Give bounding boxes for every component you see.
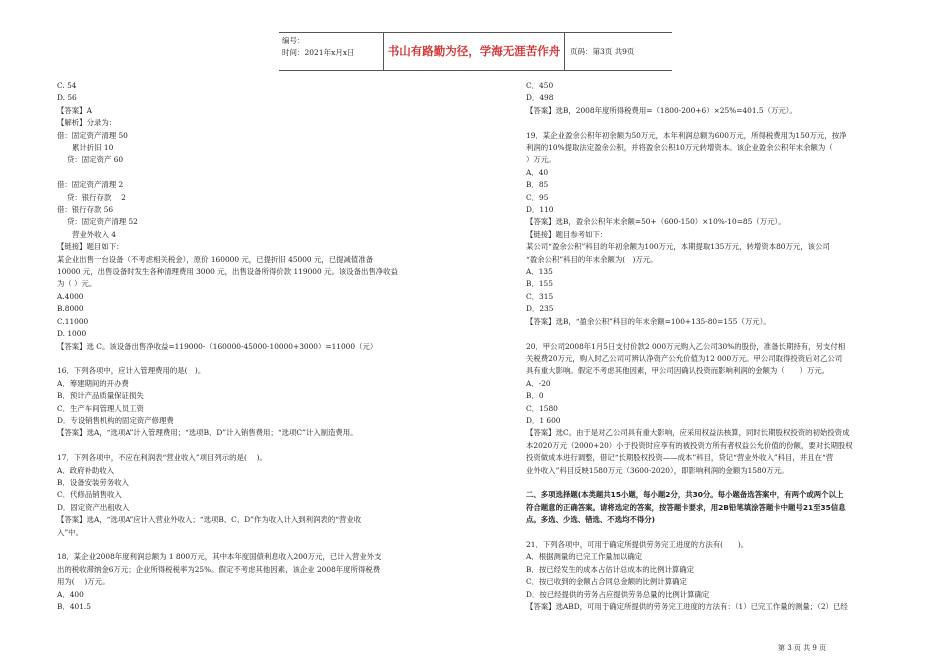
left-column — [57, 80, 442, 613]
text-line: 借：银行存款 56 — [57, 205, 114, 215]
right-column — [526, 80, 916, 613]
text-line: A．政府补助收入 — [57, 465, 115, 475]
text-line: C.11000 — [57, 316, 89, 326]
text-line: C．315 — [526, 291, 554, 301]
section-heading: 二、多项选择题(本类题共15小题，每小题2分，共30分。每小题备选答案中，有两个或两个以上 — [526, 490, 844, 500]
text-line: 17．下列各项中，不应在利润表“营业收入”项目列示的是( )。 — [57, 453, 267, 463]
text-line: 营业外收入 4 — [72, 229, 117, 239]
text-line: D．按已经提供的劳务占应提供劳务总量的比例计算确定 — [526, 589, 710, 599]
text-line: A．135 — [526, 267, 553, 277]
blank-line — [526, 477, 916, 489]
text-line: 贷：银行存款 2 — [67, 192, 126, 202]
text-line: 21．下列各项中，可用于确定所提供劳务完工进度的方法有( )。 — [526, 539, 749, 549]
blank-line — [57, 167, 442, 179]
text-line: A．-20 — [526, 378, 551, 388]
text-line: 借：固定资产清理 2 — [57, 180, 124, 190]
text-line: 【链接】题目参考如下： — [526, 229, 608, 239]
text-line: 【答案】选B，盈余公积年末余额=50+（600-150）×10%-10=85（万元）。 — [526, 217, 786, 227]
text-line: 【答案】选A，“选项A”计入管理费用；“选项B、D”计入销售费用；“选项C”计入制造费用。 — [57, 428, 358, 438]
section-heading: 符合题意的正确答案。请将选定的答案，按答题卡要求，用2B铅笔填涂答题卡中题号21至35信息 — [526, 502, 846, 512]
header-page: 页码：第3页 共9页 — [570, 47, 635, 56]
section-heading: 点。多选、少选、错选、不选均不得分) — [526, 515, 656, 525]
page-header — [279, 32, 672, 71]
text-line: D. 1000 — [57, 329, 87, 339]
text-line: B．0 — [526, 391, 544, 401]
text-line: 利润的10%提取法定盈余公积，并将盈余公积10万元转增资本。该企业盈余公积年末余额为（ — [526, 143, 833, 153]
text-line: 入”中。 — [57, 527, 83, 537]
blank-line — [526, 527, 916, 539]
text-line: C．1580 — [526, 403, 558, 413]
header-time: 时间：2021年x月x日 — [282, 48, 355, 57]
text-line: 【答案】选B，2008年度所得税费用=（1800-200+6）×25%=401.5（万元）。 — [526, 105, 797, 115]
text-line: C．代修品销售收入 — [57, 490, 122, 500]
text-line: 本2020万元（2000+20）小于投资时应享有的被投资方所有者权益公允价值的份额，要对长期股权 — [526, 440, 853, 450]
text-line: 19．某企业盈余公积年初余额为50万元，本年利润总额为600万元，所得税费用为150万元，按净 — [526, 130, 847, 140]
blank-line — [526, 328, 916, 340]
text-line: 【答案】选C。由于是对乙公司具有重大影响，应采用权益法核算，同时长期股权投资的初始投资成 — [526, 428, 850, 438]
text-line: “盈余公积”科目的年末余额为( )万元。 — [526, 254, 658, 264]
text-line: 【答案】选B，“盈余公积”科目的年末余额=100+135-80=155（万元）。 — [526, 316, 771, 326]
text-line: 20．甲公司2008年1月5日支付价款2 000万元购入乙公司30%的股份，准备长期持有，另支付相 — [526, 341, 846, 351]
header-motto: 书山有路勤为径，学海无涯苦作舟 — [384, 33, 565, 70]
text-line: 10000 元，出售设备时发生各种清理费用 3000 元，出售设备所得价款 119000 元。该设备出售净收益 — [57, 267, 398, 277]
text-line: 18．某企业2008年度利润总额为 1 800万元，其中本年度国债利息收入200万元，已计入营业外支 — [57, 552, 382, 562]
text-line: D．498 — [526, 93, 554, 103]
text-line: B．预计产品质量保证损失 — [57, 391, 144, 401]
text-line: C. 54 — [57, 81, 77, 90]
text-line: 【答案】选ABD，可用于确定所提供的劳务完工进度的方法有：（1）已完工作量的测量；（2）已经 — [526, 602, 848, 611]
text-line: 为（ ）元。 — [57, 279, 97, 289]
header-code: 编号： — [282, 36, 305, 45]
text-line: C．生产车间管理人员工资 — [57, 403, 144, 413]
text-line: C．按已收到的金额占合同总金额的比例计算确定 — [526, 577, 687, 587]
page-footer: 第 3 页 共 9 页 — [778, 644, 827, 652]
text-line: 【答案】A — [57, 105, 92, 115]
text-line: 16．下列各项中，应计入管理费用的是( )。 — [57, 366, 206, 376]
text-line: 借：固定资产清理 50 — [57, 130, 128, 140]
text-line: D．固定资产出租收入 — [57, 502, 130, 512]
text-line: D．专设销售机构的固定资产修理费 — [57, 415, 174, 425]
text-line: B．设备安装劳务收入 — [57, 477, 129, 487]
text-line: A．根据测量的已完工作量加以确定 — [526, 552, 643, 562]
blank-line — [57, 440, 442, 452]
text-line: A．40 — [526, 167, 549, 177]
text-line: D．1 600 — [526, 415, 561, 425]
text-line: 出的税收滞纳金6万元；企业所得税税率为25%。假定不考虑其他因素，该企业 2008年度所得税费 — [57, 564, 381, 574]
text-line: B．155 — [526, 279, 553, 289]
text-line: 【答案】选A，“选项A”应计入营业外收入；“选项B、C、D”作为收入计入到利润表的“营业收 — [57, 515, 362, 525]
text-line: 贷：固定资产清理 52 — [67, 217, 138, 227]
text-line: B．按已经发生的成本占估计总成本的比例计算确定 — [526, 564, 695, 574]
text-line: A．400 — [57, 589, 84, 599]
text-line: 累计折旧 10 — [72, 143, 114, 153]
text-line: B．401.5 — [57, 602, 91, 611]
text-line: D．235 — [526, 304, 554, 314]
text-line: A．筹建期间的开办费 — [57, 378, 129, 388]
text-line: B．85 — [526, 180, 549, 190]
header-meta — [279, 33, 384, 70]
text-line: ）万元。 — [526, 155, 556, 165]
text-line: D．110 — [526, 205, 554, 215]
text-line: 【答案】选 C。该设备出售净收益=119000-（160000-45000-10000+3000）=11000（元） — [57, 341, 378, 351]
text-line: D. 56 — [57, 93, 77, 103]
blank-line — [57, 539, 442, 551]
text-line: 业外收入”科目反映1580万元（3600-2020），即影响利润的金额为1580万元。 — [526, 465, 789, 475]
text-line: C．450 — [526, 81, 554, 90]
text-line: C．95 — [526, 192, 549, 202]
text-line: 某公司“盈余公积”科目的年初余额为100万元，本期提取135万元，转增资本80万元，该公司 — [526, 242, 830, 252]
text-line: 用为( )万元。 — [57, 577, 110, 587]
text-line: 贷：固定资产 60 — [67, 155, 124, 165]
text-line: 某企业出售一台设备（不考虑相关税金），原价 160000 元，已提折旧 45000 元，已提减值准备 — [57, 254, 374, 264]
blank-line — [57, 353, 442, 365]
text-line: 具有重大影响。假定不考虑其他因素，甲公司因确认投资而影响利润的金额为（ ）万元。 — [526, 366, 830, 376]
text-line: A.4000 — [57, 291, 84, 301]
blank-line — [526, 117, 916, 129]
text-line: 投资做成本进行调整，借记“长期股权投资——成本”科目，贷记“营业外收入”科目，并且在“营 — [526, 453, 834, 463]
text-line: B.8000 — [57, 304, 84, 314]
text-line: 关税费20万元，购入时乙公司可辨认净资产公允价值为12 000万元。甲公司取得投资后对乙公司 — [526, 353, 843, 363]
text-line: 【解析】分录为： — [57, 118, 117, 128]
text-line: 【链接】题目如下： — [57, 242, 124, 252]
